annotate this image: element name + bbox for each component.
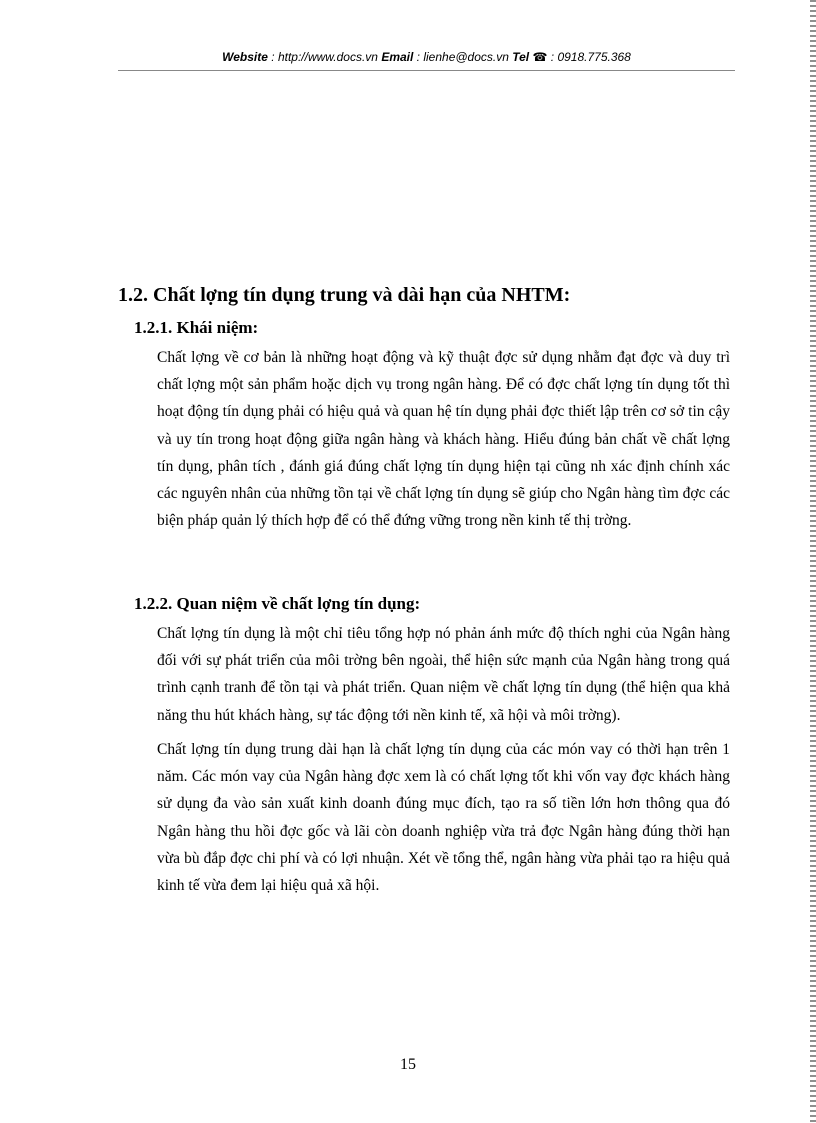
tel-label: Tel ☎ (512, 50, 548, 64)
subsection-1-title: 1.2.1. Khái niệm: (134, 318, 259, 337)
email-value: : lienhe@docs.vn (413, 50, 513, 64)
page-number: 15 (400, 1056, 416, 1073)
tel-value: : 0918.775.368 (547, 50, 631, 64)
website-value: : http://www.docs.vn (267, 50, 382, 64)
subsection-2-title: 1.2.2. Quan niệm về chất lợng tín dụng: (134, 594, 421, 613)
subsection-1-paragraph: Chất lợng về cơ bản là những hoạt động và kỹ thuật đợc sử dụng nhằm đạt đợc và duy trì chất lợng một sản phẩm hoặc dịch vụ trong ngân hàng. Để có đợc chất lợng tín dụng tốt thì hoạt động tín dụng phải có hiệu quả và quan hệ tín dụng phải đợc thiết lập trên cơ sở tin cậy và uy tín trong hoạt động giữa ngân hàng và khách hàng. Hiểu đúng bản chất về chất lợng tín dụng, phân tích , đánh giá đúng chất lợng tín dụng hiện tại cũng nh xác định chính xác các nguyên nhân của những tồn tại về chất lợng tín dụng sẽ giúp cho Ngân hàng tìm đợc các biện pháp quản lý thích hợp để có thể đứng vững trong nền kinh tế thị trờng. (157, 349, 730, 530)
section-title: 1.2. Chất lợng tín dụng trung và dài hạn của NHTM: (118, 284, 571, 306)
email-label: Email (381, 50, 414, 64)
header-divider (118, 70, 735, 71)
subsection-2-paragraph-2: Chất lợng tín dụng trung dài hạn là chất lợng tín dụng của các món vay có thời hạn trên 1 năm. Các món vay của Ngân hàng đợc xem là có chất lợng tốt khi vốn vay đợc khách hàng sử dụng đa vào sản xuất kinh doanh đúng mục đích, tạo ra số tiền lớn hơn thông qua đó Ngân hàng thu hồi đợc gốc và lãi còn doanh nghiệp vừa trả đợc Ngân hàng đúng thời hạn vừa bù đắp đợc chi phí và có lợi nhuận. Xét về tổng thể, ngân hàng vừa phải tạo ra hiệu quả kinh tế vừa đem lại hiệu quả xã hội. (157, 741, 730, 895)
scan-edge-decoration (810, 0, 816, 1123)
website-label: Website (222, 50, 268, 64)
page-header (118, 50, 735, 64)
subsection-2-paragraph-1: Chất lợng tín dụng là một chỉ tiêu tổng hợp nó phản ánh mức độ thích nghi của Ngân hàng đối với sự phát triển của môi trờng bên ngoài, thể hiện sức mạnh của Ngân hàng trong quá trình cạnh tranh để tồn tại và phát triển. Quan niệm về chất lợng tín dụng (thể hiện qua khả năng thu hút khách hàng, sự tác động tới nền kinh tế, xã hội và môi trờng). (157, 625, 730, 724)
